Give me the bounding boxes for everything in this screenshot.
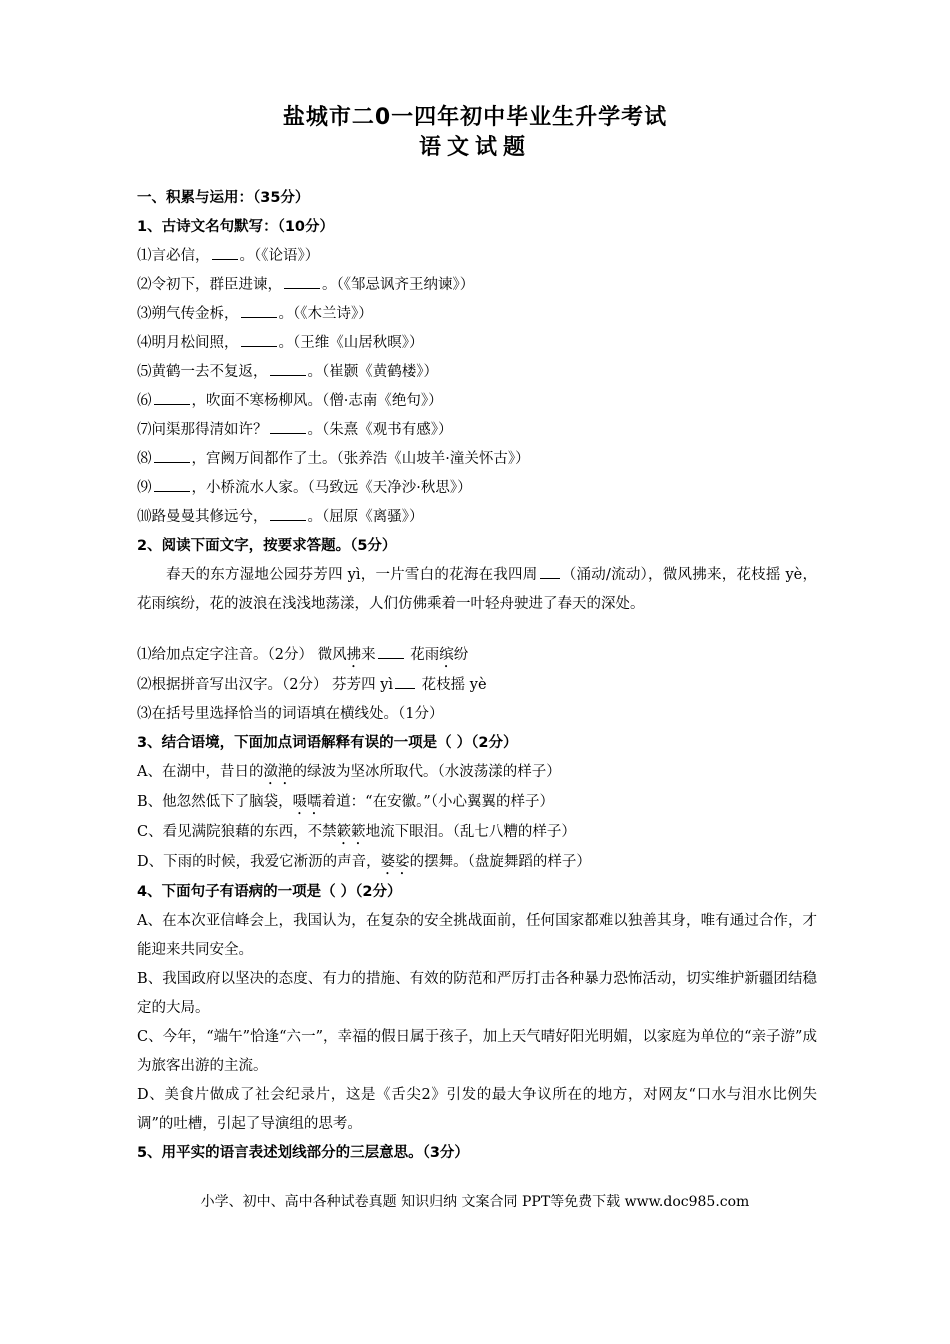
q3-option-c: C、看见满院狼藉的东西，不禁簌簌地流下眼泪。（乱七八糟的样子） xyxy=(137,824,576,840)
paragraph-gap xyxy=(137,619,817,641)
question-3-heading: 3、结合语境，下面加点词语解释有误的一项是（ ）（2分） xyxy=(137,735,518,751)
q2-sub-2: ⑵根据拼音写出汉字。（2分） 芬芳四 yì 花枝摇 yè xyxy=(137,671,817,700)
q1-item-2: ⑵令初下，群臣进谏， 。（《邹忌讽齐王纳谏》） xyxy=(137,271,817,300)
q2-passage: 春天的东方湿地公园芬芳四 yì，一片雪白的花海在我四周 （涌动/流动），微风拂来，花枝摇 yè，花雨缤纷，花的波浪在浅浅地荡漾，人们仿佛乘着一叶轻舟驶进了春天的深处。 xyxy=(137,561,817,619)
exam-subtitle: 语文试题 xyxy=(418,135,531,160)
answer-blank xyxy=(284,273,320,289)
exam-content xyxy=(137,184,817,1168)
answer-blank xyxy=(154,476,190,492)
q4-option-c: C、今年，“端午”恰逢“六一”，幸福的假日属于孩子，加上天气晴好阳光明媚，以家庭为单位的“亲子游”成为旅客出游的主流。 xyxy=(137,1029,817,1074)
q2-sub-1: ⑴给加点定字注音。（2分） 微风拂来 花雨缤纷 xyxy=(137,641,817,671)
section-heading: 一、积累与运用：（35分） xyxy=(137,190,310,206)
answer-blank xyxy=(241,302,277,318)
q1-item-5: ⑸黄鹤一去不复返， 。（崔颢《黄鹤楼》） xyxy=(137,358,817,387)
q1-item-9: ⑼ ，小桥流水人家。（马致远《天净沙·秋思》） xyxy=(137,474,817,503)
q1-item-10: ⑽路曼曼其修远兮， 。（屈原《离骚》） xyxy=(137,503,817,532)
answer-blank xyxy=(270,360,306,376)
q2-sub-3: ⑶在括号里选择恰当的词语填在横线处。（1分） xyxy=(137,706,444,722)
exam-title: 盐城市二0一四年初中毕业生升学考试 xyxy=(282,105,668,130)
q3-option-a: A、在湖中，昔日的潋滟的绿波为坚冰所取代。（水波荡漾的样子） xyxy=(137,764,561,780)
answer-blank xyxy=(270,505,306,521)
answer-blank xyxy=(241,331,277,347)
answer-blank xyxy=(540,563,560,579)
question-5-heading: 5、用平实的语言表述划线部分的三层意思。（3分） xyxy=(137,1145,469,1161)
q3-option-b: B、他忽然低下了脑袋，嗫嚅着道：“在安徽。”（小心翼翼的样子） xyxy=(137,794,554,810)
q4-option-a: A、在本次亚信峰会上，我国认为，在复杂的安全挑战面前，任何国家都难以独善其身，唯有通过合作，才能迎来共同安全。 xyxy=(137,913,817,958)
question-2-heading: 2、阅读下面文字，按要求答题。（5分） xyxy=(137,538,397,554)
answer-blank xyxy=(154,389,190,405)
q1-item-3: ⑶朔气传金柝， 。（《木兰诗》） xyxy=(137,300,817,329)
q4-option-d: D、美食片做成了社会纪录片，这是《舌尖2》引发的最大争议所在的地方，对网友“口水与泪水比例失调”的吐槽，引起了导演组的思考。 xyxy=(137,1087,817,1132)
answer-blank xyxy=(395,673,415,689)
answer-blank xyxy=(270,418,306,434)
q1-item-8: ⑻ ，宫阙万间都作了土。（张养浩《山坡羊·潼关怀古》） xyxy=(137,445,817,474)
question-1-heading: 1、古诗文名句默写：（10分） xyxy=(137,219,335,235)
q1-item-4: ⑷明月松间照， 。（王维《山居秋暝》） xyxy=(137,329,817,358)
q1-item-1: ⑴言必信， 。（《论语》） xyxy=(137,242,817,271)
page-footer: 小学、初中、高中各种试卷真题 知识归纳 文案合同 PPT等免费下载 www.doc985.com xyxy=(200,1194,750,1210)
question-4-heading: 4、下面句子有语病的一项是（ ）（2分） xyxy=(137,884,402,900)
q4-option-b: B、我国政府以坚决的态度、有力的措施、有效的防范和严厉打击各种暴力恐怖活动，切实维护新疆团结稳定的大局。 xyxy=(137,971,817,1016)
answer-blank xyxy=(154,447,190,463)
answer-blank xyxy=(378,643,404,659)
q1-item-7: ⑺问渠那得清如许？ 。（朱熹《观书有感》） xyxy=(137,416,817,445)
answer-blank xyxy=(212,244,238,260)
q3-option-d: D、下雨的时候，我爱它淅沥的声音，婆娑的摆舞。（盘旋舞蹈的样子） xyxy=(137,854,591,870)
q1-item-6: ⑹ ，吹面不寒杨柳风。（僧·志南《绝句》） xyxy=(137,387,817,416)
